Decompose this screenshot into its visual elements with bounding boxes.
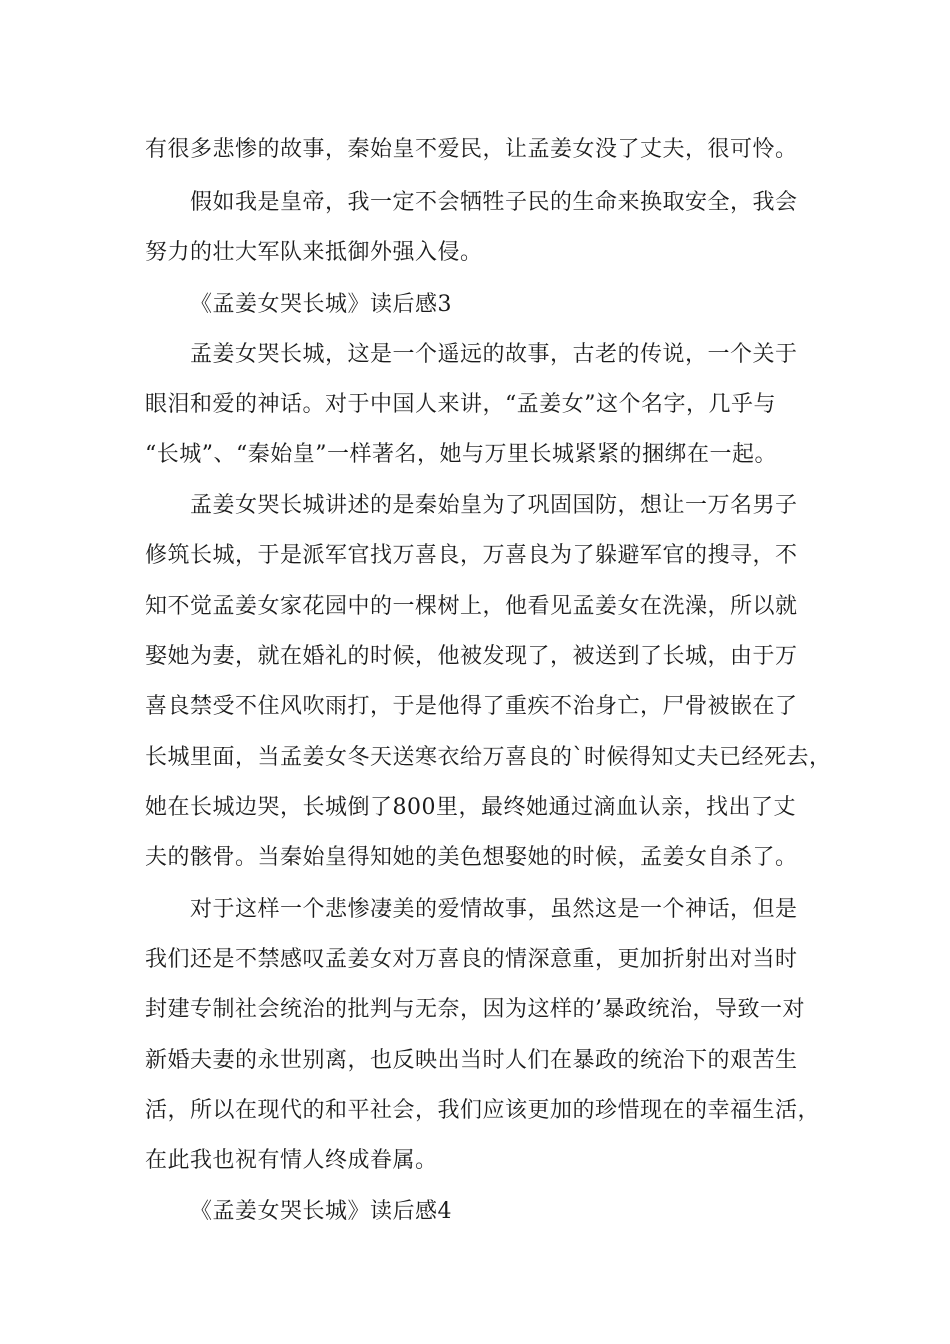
paragraph-line: 长城里面，当孟姜女冬天送寒衣给万喜良的`时候得知丈夫已经死去， [145, 745, 832, 770]
section-heading: 《孟姜女哭长城》读后感3 [190, 292, 452, 317]
paragraph-line: “长城”、“秦始皇”一样著名，她与万里长城紧紧的捆绑在一起。 [145, 442, 777, 467]
paragraph-line: 努力的壮大军队来抵御外强入侵。 [145, 240, 483, 265]
paragraph-line: 眼泪和爱的神话。对于中国人来讲，“孟姜女”这个名字，几乎与 [145, 392, 776, 417]
paragraph-line: 有很多悲惨的故事，秦始皇不爱民，让孟姜女没了丈夫，很可怜。 [145, 137, 798, 162]
paragraph-line: 假如我是皇帝，我一定不会牺牲子民的生命来换取安全，我会 [190, 190, 798, 215]
paragraph-line: 对于这样一个悲惨凄美的爱情故事，虽然这是一个神话，但是 [190, 897, 798, 922]
paragraph-line: 夫的骸骨。当秦始皇得知她的美色想娶她的时候，孟姜女自杀了。 [145, 845, 798, 870]
paragraph-line: 新婚夫妻的永世别离，也反映出当时人们在暴政的统治下的艰苦生 [145, 1048, 798, 1073]
paragraph-line: 活，所以在现代的和平社会，我们应该更加的珍惜现在的幸福生活， [145, 1098, 821, 1123]
paragraph-line: 修筑长城，于是派军官找万喜良，万喜良为了躲避军官的搜寻，不 [145, 543, 798, 568]
paragraph-line: 我们还是不禁感叹孟姜女对万喜良的情深意重，更加折射出对当时 [145, 947, 798, 972]
section-heading: 《孟姜女哭长城》读后感4 [190, 1199, 452, 1224]
paragraph-line: 在此我也祝有情人终成眷属。 [145, 1148, 438, 1173]
paragraph-line: 孟姜女哭长城，这是一个遥远的故事，古老的传说，一个关于 [190, 342, 798, 367]
paragraph-line: 喜良禁受不住风吹雨打，于是他得了重疾不治身亡，尸骨被嵌在了 [145, 694, 798, 719]
paragraph-line: 娶她为妻，就在婚礼的时候，他被发现了，被送到了长城，由于万 [145, 644, 798, 669]
paragraph-line: 孟姜女哭长城讲述的是秦始皇为了巩固国防，想让一万名男子 [190, 493, 798, 518]
paragraph-line: 封建专制社会统治的批判与无奈，因为这样的’暴政统治，导致一对 [145, 997, 805, 1022]
paragraph-line: 知不觉孟姜女家花园中的一棵树上，他看见孟姜女在洗澡，所以就 [145, 594, 798, 619]
paragraph-line: 她在长城边哭，长城倒了800里，最终她通过滴血认亲，找出了丈 [145, 795, 796, 820]
